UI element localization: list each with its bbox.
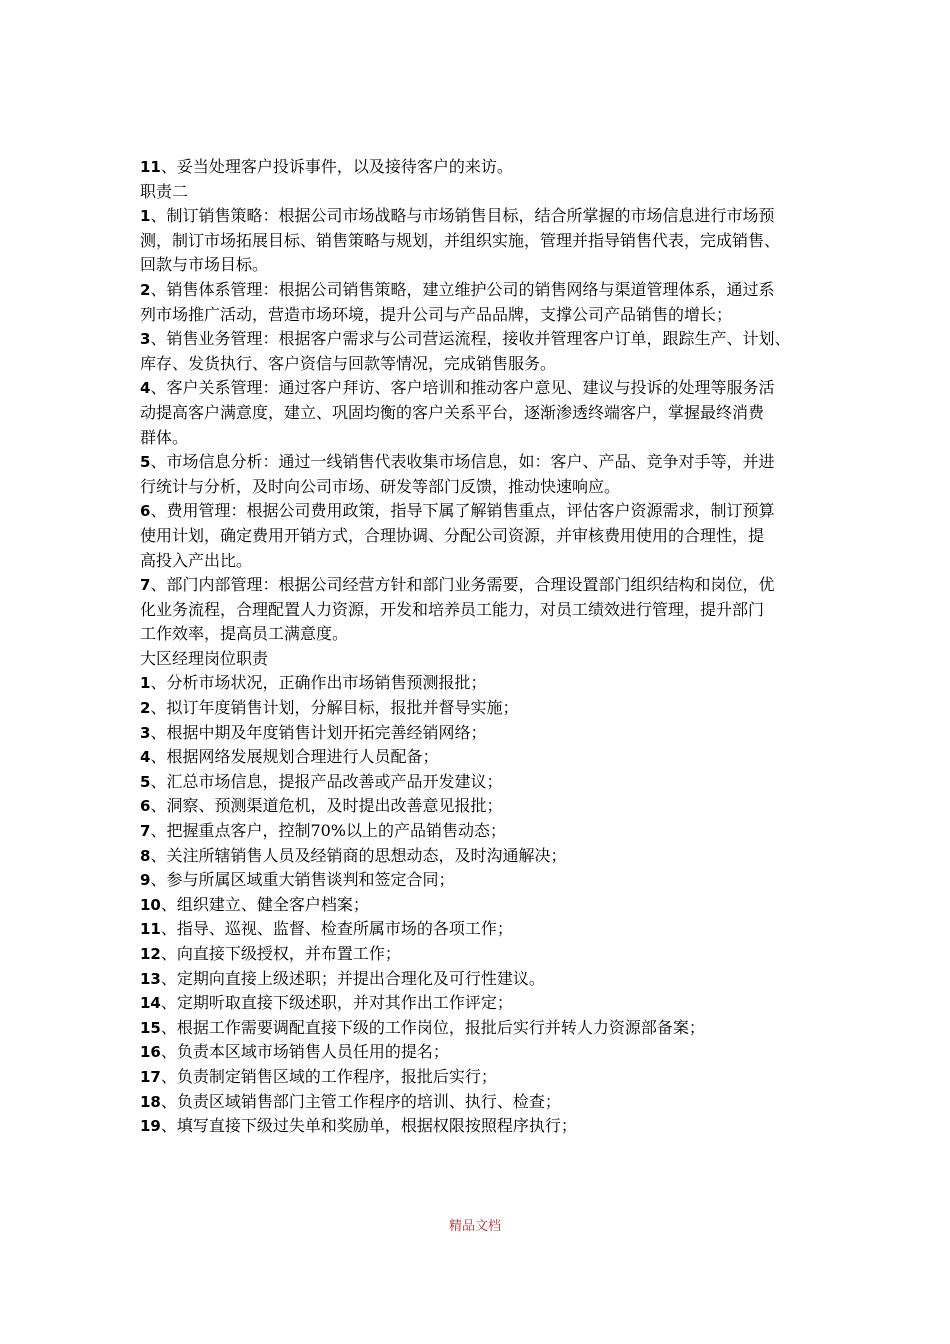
text-line	[140, 745, 830, 770]
line-text: 、销售体系管理：根据公司销售策略，建立维护公司的销售网络与渠道管理体系，通过系	[150, 279, 775, 299]
line-text: 、指导、巡视、监督、检查所属市场的各项工作；	[160, 919, 513, 939]
item-number: 6	[140, 797, 151, 816]
text-line	[140, 475, 830, 500]
line-text: 、费用管理：根据公司费用政策，指导下属了解销售重点，评估客户资源需求，制订预算	[150, 501, 775, 521]
line-text: 、客户关系管理：通过客户拜访、客户培训和推动客户意见、建议与投诉的处理等服务活	[150, 378, 775, 398]
item-number: 17	[140, 1067, 161, 1086]
item-number: 14	[140, 994, 161, 1013]
line-text: 、关注所辖销售人员及经销商的思想动态，及时沟通解决；	[150, 845, 567, 865]
text-line	[140, 696, 830, 721]
item-number: 9	[140, 871, 151, 890]
item-number: 16	[140, 1043, 161, 1062]
item-number: 8	[140, 846, 151, 865]
text-line	[140, 352, 830, 377]
text-line	[140, 721, 830, 746]
line-text: 、定期听取直接下级述职，并对其作出工作评定；	[160, 993, 513, 1013]
text-line	[140, 229, 830, 254]
item-number: 7	[140, 576, 151, 595]
line-text: 、负责制定销售区域的工作程序，报批后实行；	[160, 1066, 497, 1086]
text-line	[140, 967, 830, 992]
item-number: 1	[140, 207, 151, 226]
item-number: 4	[140, 748, 151, 767]
line-text: 、负责区域销售部门主管工作程序的培训、执行、检查；	[160, 1091, 561, 1111]
item-number: 10	[140, 895, 161, 914]
text-line	[140, 893, 830, 918]
text-line	[140, 844, 830, 869]
line-text: 、向直接下级授权，并布置工作；	[160, 944, 401, 963]
line-text: 、负责本区域市场销售人员任用的提名；	[160, 1042, 449, 1062]
text-line	[140, 401, 830, 426]
line-text: 职责二	[140, 181, 189, 201]
item-number: 12	[140, 945, 161, 963]
line-text: 化业务流程，合理配置人力资源，开发和培养员工能力，对员工绩效进行管理，提升部门	[140, 599, 765, 619]
line-text: 大区经理岗位职责	[140, 648, 269, 668]
item-number: 3	[140, 723, 151, 742]
item-number: 1	[140, 674, 151, 693]
text-line	[140, 155, 830, 180]
document-body	[140, 155, 830, 1139]
line-text: 、洞察、预测渠道危机，及时提出改善意见报批；	[150, 796, 503, 816]
line-text: 、妥当处理客户投诉事件，以及接待客户的来访。	[160, 157, 513, 176]
text-line	[140, 327, 830, 352]
line-text: 、参与所属区域重大销售谈判和签定合同；	[150, 870, 455, 890]
line-text: 、销售业务管理：根据客户需求与公司营运流程，接收并管理客户订单，跟踪生产、计划、	[150, 329, 791, 349]
item-number: 5	[140, 772, 151, 791]
item-number: 11	[140, 920, 161, 939]
text-line	[140, 942, 830, 967]
line-text: 、市场信息分析：通过一线销售代表收集市场信息，如：客户、产品、竞争对手等，并进	[150, 452, 775, 472]
item-number: 7	[140, 822, 151, 841]
line-text: 、填写直接下级过失单和奖励单，根据权限按照程序执行；	[160, 1116, 577, 1136]
text-line	[140, 303, 830, 328]
text-line	[140, 868, 830, 893]
footer-watermark: 精品文档	[448, 1219, 501, 1234]
text-line	[140, 598, 830, 623]
line-text: 、制订销售策略：根据公司市场战略与市场销售目标，结合所掌握的市场信息进行市场预	[150, 206, 775, 226]
text-line	[140, 622, 830, 647]
item-number: 15	[140, 1018, 161, 1037]
line-text: 、汇总市场信息，提报产品改善或产品开发建议；	[150, 771, 503, 791]
text-line	[140, 278, 830, 303]
line-text: 、根据网络发展规划合理进行人员配备；	[150, 747, 439, 767]
line-text: 、拟订年度销售计划，分解目标，报批并督导实施；	[150, 698, 519, 718]
text-line	[140, 573, 830, 598]
line-text: 使用计划，确定费用开销方式，合理协调、分配公司资源，并审核费用使用的合理性，提	[140, 525, 765, 545]
text-line	[140, 1114, 830, 1139]
text-line	[140, 450, 830, 475]
text-line	[140, 204, 830, 229]
text-line	[140, 1090, 830, 1115]
text-line	[140, 376, 830, 401]
text-line	[140, 794, 830, 819]
line-text: 高投入产出比。	[140, 550, 253, 570]
line-text: 、部门内部管理：根据公司经营方针和部门业务需要，合理设置部门组织结构和岗位，优	[150, 575, 775, 595]
text-line	[140, 524, 830, 549]
text-line	[140, 770, 830, 795]
text-line	[140, 991, 830, 1016]
line-text: 列市场推广活动，营造市场环境，提升公司与产品品牌，支撑公司产品销售的增长；	[140, 304, 733, 324]
text-line	[140, 549, 830, 574]
text-line	[140, 426, 830, 451]
text-line	[140, 499, 830, 524]
text-line	[140, 1016, 830, 1041]
line-text: 动提高客户满意度，建立、巩固均衡的客户关系平台，逐渐渗透终端客户，掌握最终消费	[140, 402, 765, 422]
item-number: 3	[140, 330, 151, 349]
line-text: 工作效率，提高员工满意度。	[140, 624, 349, 644]
line-text: 群体。	[140, 427, 189, 447]
line-text: 、把握重点客户，控制70%以上的产品销售动态；	[150, 821, 507, 841]
item-number: 13	[140, 969, 161, 988]
line-text: 、根据工作需要调配直接下级的工作岗位，报批后实行并转人力资源部备案；	[160, 1017, 705, 1037]
text-line	[140, 917, 830, 942]
text-line	[140, 1040, 830, 1065]
text-line	[140, 647, 830, 672]
item-number: 2	[140, 699, 151, 718]
text-line	[140, 671, 830, 696]
line-text: 回款与市场目标。	[140, 255, 269, 275]
item-number: 6	[140, 502, 151, 521]
text-line	[140, 180, 830, 205]
item-number: 18	[140, 1092, 161, 1111]
line-text: 库存、发货执行、客户资信与回款等情况，完成销售服务。	[140, 353, 557, 373]
item-number: 11	[140, 158, 161, 176]
line-text: 行统计与分析，及时向公司市场、研发等部门反馈，推动快速响应。	[140, 476, 621, 496]
line-text: 、分析市场状况，正确作出市场销售预测报批；	[150, 673, 487, 693]
line-text: 、定期向直接上级述职；并提出合理化及可行性建议。	[160, 968, 545, 988]
line-text: 、组织建立、健全客户档案；	[160, 894, 369, 914]
line-text: 测，制订市场拓展目标、销售策略与规划，并组织实施，管理并指导销售代表，完成销售、	[140, 230, 781, 250]
item-number: 5	[140, 453, 151, 472]
item-number: 4	[140, 379, 151, 398]
text-line	[140, 253, 830, 278]
text-line	[140, 1065, 830, 1090]
item-number: 2	[140, 280, 151, 299]
item-number: 19	[140, 1117, 161, 1136]
line-text: 、根据中期及年度销售计划开拓完善经销网络；	[150, 722, 487, 742]
text-line	[140, 819, 830, 844]
